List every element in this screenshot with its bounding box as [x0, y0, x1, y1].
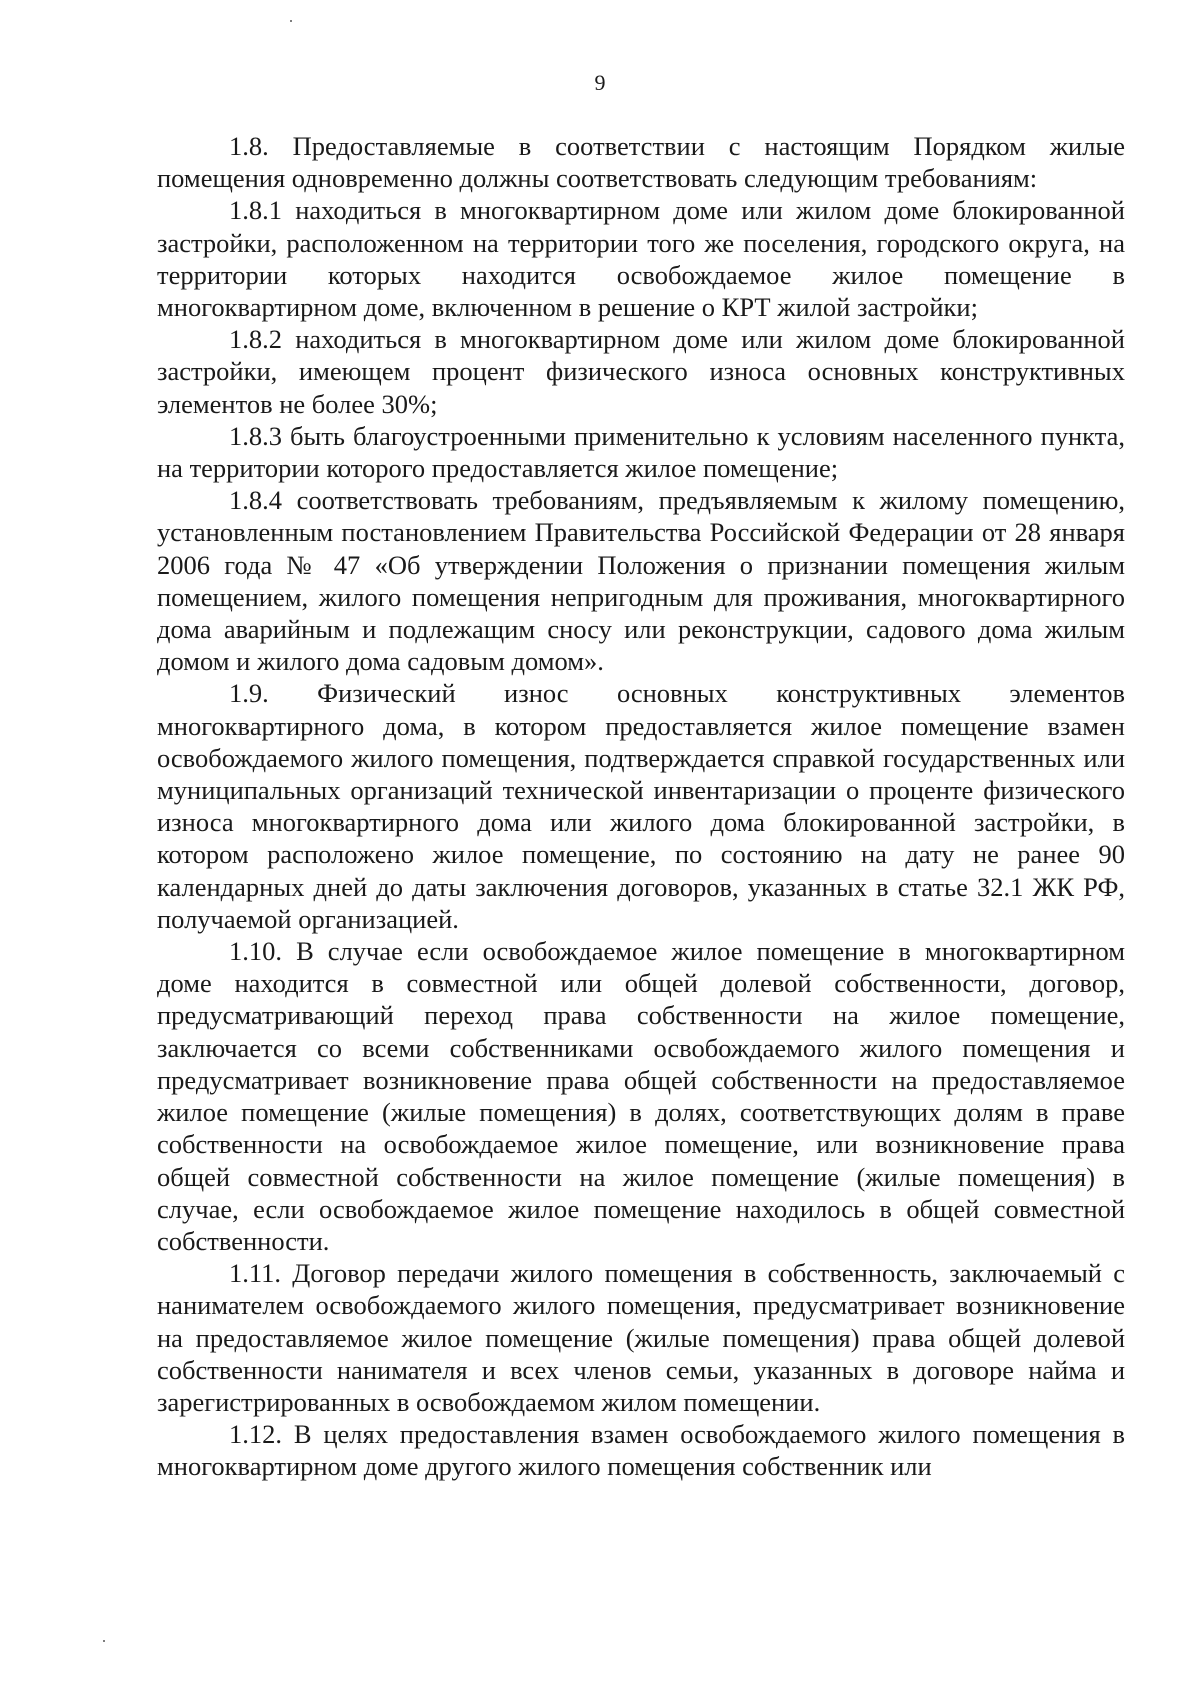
page-number: 9 — [594, 70, 606, 95]
scan-speck — [290, 20, 292, 22]
paragraph-1-8-4: 1.8.4 соответствовать требованиям, предъявляемым к жилому помещению, установленным постановлением Правительства Российской Федерации от 28 января 2006 года № 47 «Об утверждении Положения о признании помещения жилым помещением, жилого помещения непригодным для проживания, многоквартирного дома аварийным и подлежащим сносу или реконструкции, садового дома жилым домом и жилого дома садовым домом». — [157, 485, 1125, 677]
document-body — [157, 130, 1125, 1483]
paragraph-1-8: 1.8. Предоставляемые в соответствии с настоящим Порядком жилые помещения одновременно должны соответствовать следующим требованиям: — [157, 131, 1125, 194]
paragraph-1-12: 1.12. В целях предоставления взамен освобождаемого жилого помещения в многоквартирном доме другого жилого помещения собственник или — [157, 1419, 1125, 1482]
paragraph-1-10: 1.10. В случае если освобождаемое жилое помещение в многоквартирном доме находится в совместной или общей долевой собственности, договор, предусматривающий переход права собственности на жилое помещение, заключается со всеми собственниками освобождаемого жилого помещения и предусматривает возникновение права общей собственности на предоставляемое жилое помещение (жилые помещения) в долях, соответствующих долям в праве собственности на освобождаемое жилое помещение, или возникновение права общей совместной собственности на жилое помещение (жилые помещения) в случае, если освобождаемое жилое помещение находилось в общей совместной собственности. — [157, 936, 1125, 1256]
paragraph-1-11: 1.11. Договор передачи жилого помещения в собственность, заключаемый с нанимателем освобождаемого жилого помещения, предусматривает возникновение на предоставляемое жилое помещение (жилые помещения) права общей долевой собственности нанимателя и всех членов семьи, указанных в договоре найма и зарегистрированных в освобождаемом жилом помещении. — [157, 1258, 1125, 1417]
paragraph-1-8-2: 1.8.2 находиться в многоквартирном доме или жилом доме блокированной застройки, имеющем процент физического износа основных конструктивных элементов не более 30%; — [157, 324, 1125, 419]
paragraph-1-8-1: 1.8.1 находиться в многоквартирном доме или жилом доме блокированной застройки, расположенном на территории того же поселения, городского округа, на территории которых находится освобождаемое жилое помещение в многоквартирном доме, включенном в решение о КРТ жилой застройки; — [157, 195, 1125, 323]
paragraph-1-8-3: 1.8.3 быть благоустроенными применительно к условиям населенного пункта, на территории которого предоставляется жилое помещение; — [157, 420, 1125, 484]
paragraph-1-9: 1.9. Физический износ основных конструктивных элементов многоквартирного дома, в котором предоставляется жилое помещение взамен освобождаемого жилого помещения, подтверждается справкой государственных или муниципальных организаций технической инвентаризации о проценте физического износа многоквартирного дома или жилого дома блокированной застройки, в котором расположено жилое помещение, по состоянию на дату не ранее 90 календарных дней до даты заключения договоров, указанных в статье 32.1 ЖК РФ, получаемой организацией. — [157, 678, 1125, 934]
scan-speck — [103, 1640, 105, 1642]
